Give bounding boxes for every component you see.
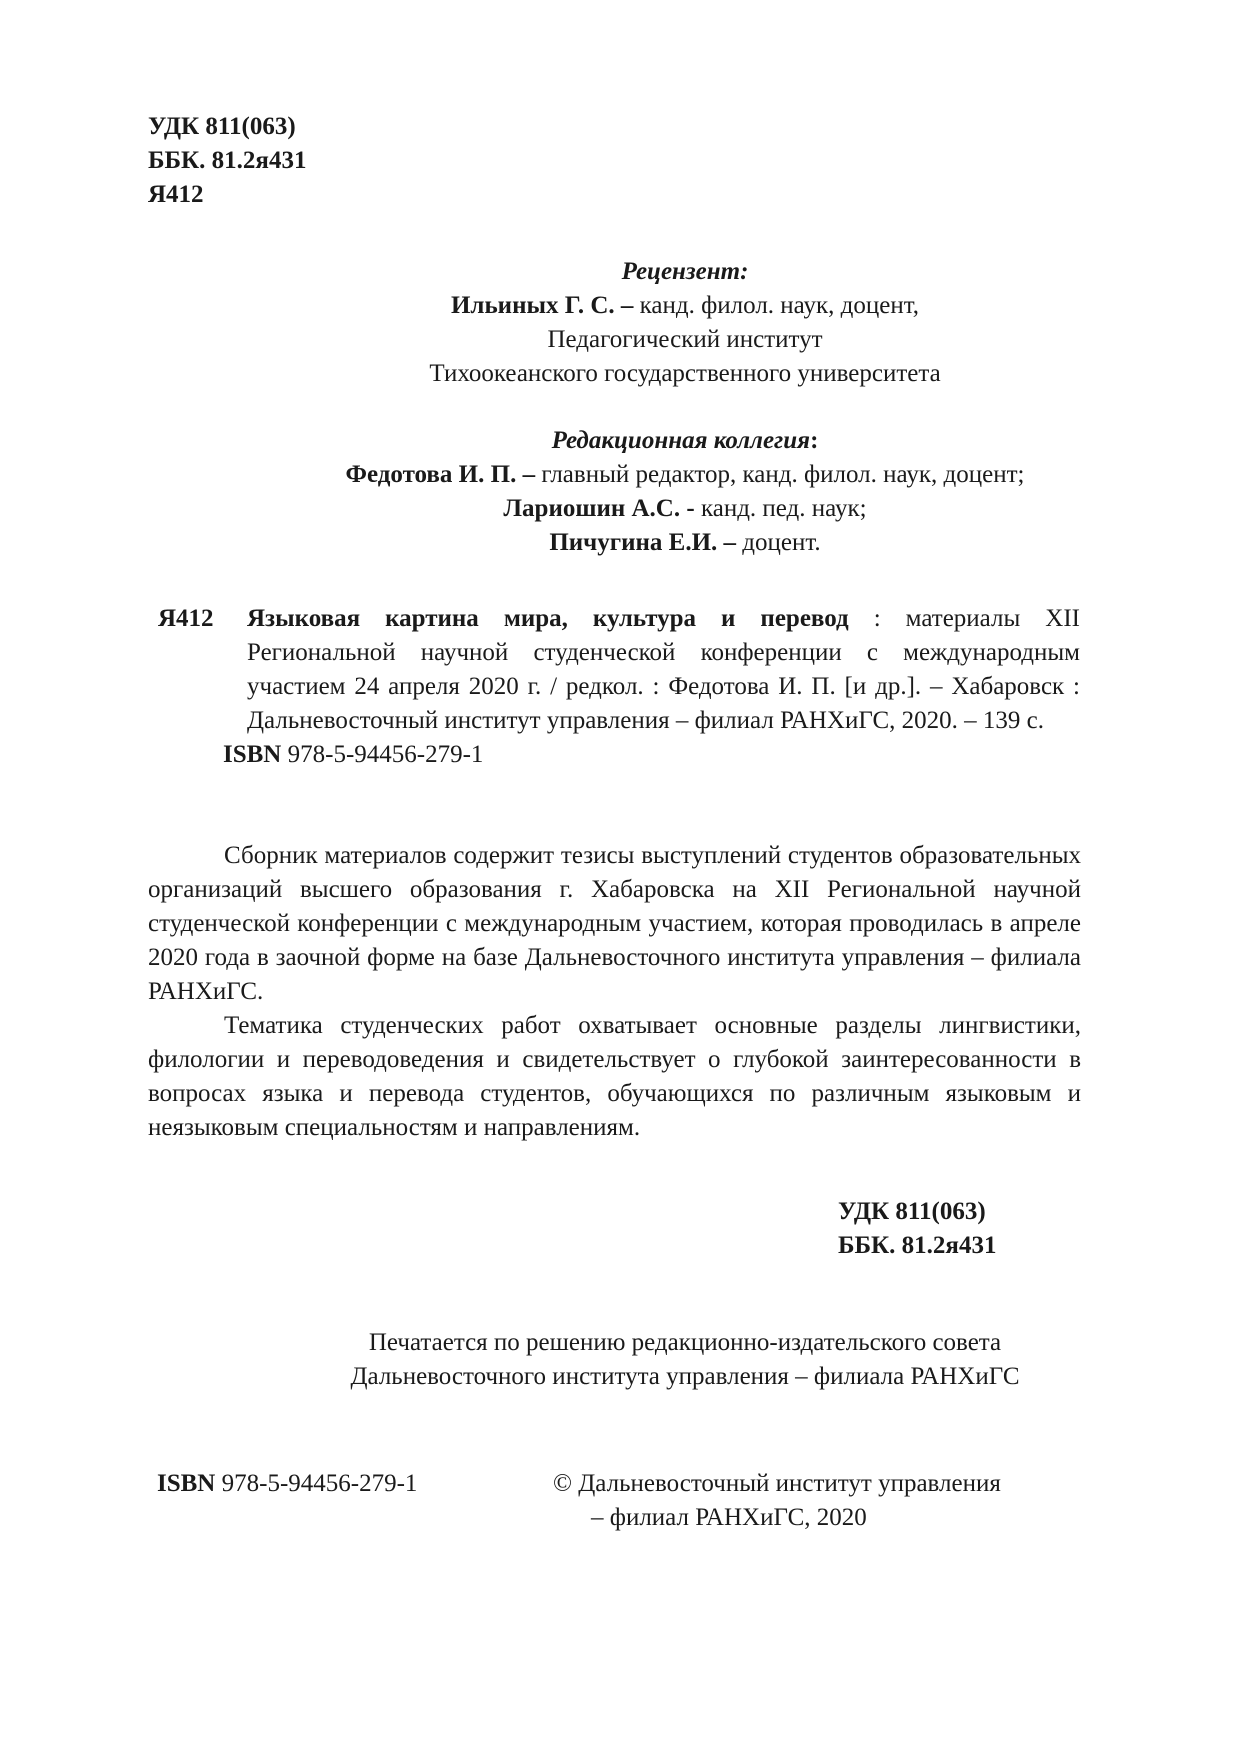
reviewer-org-line1: Педагогический институт xyxy=(547,326,823,353)
udk-code: УДК 811(063) xyxy=(148,113,296,140)
copyright-line1: © Дальневосточный институт управления xyxy=(553,1470,1001,1497)
bib-description xyxy=(247,602,1080,738)
reviewer-heading: Рецензент: xyxy=(621,258,749,285)
footer-isbn xyxy=(157,1467,417,1501)
reviewer-name: Ильиных Г. С. – xyxy=(450,292,634,319)
print-notice xyxy=(140,1326,1230,1394)
bibliographic-entry xyxy=(140,602,1080,772)
bbk-code: ББК. 81.2я431 xyxy=(838,1232,997,1259)
abstract-paragraph: Сборник материалов содержит тезисы выступлений студентов образовательных организаций высшего образования г. Хабаровска на XII Региональной научной студенческой конференции с международным участием, которая проводилась в апреле 2020 года в заочной форме на базе Дальневосточного института управления – филиала РАНХиГС. xyxy=(148,842,1081,1005)
bib-title: Языковая картина мира, культура и перевод xyxy=(247,605,849,632)
bib-isbn-label: ISBN xyxy=(223,741,282,768)
editorial-heading-line xyxy=(140,424,1230,458)
footer-copyright xyxy=(553,1467,1093,1535)
editorial-heading-colon: : xyxy=(810,427,819,454)
footer-isbn-number: 978-5-94456-279-1 xyxy=(215,1470,418,1497)
editorial-member xyxy=(140,492,1230,526)
bib-details: : материалы XII Региональной научной студенческой конференции с международным участием 24 апреля 2020 г. / редкол. : Федотова И. П. [и др.]. – Хабаровск : Дальневосточный институт управления – филиал РАНХиГС, 2020. – 139 с. xyxy=(247,605,1080,734)
author-sign-code: Я412 xyxy=(148,181,204,208)
classification-top xyxy=(148,110,306,212)
editorial-heading: Редакционная коллегия xyxy=(551,427,811,454)
editorial-member-role: главный редактор, канд. филол. наук, доцент; xyxy=(535,461,1025,488)
editorial-member-name: Федотова И. П. – xyxy=(345,461,536,488)
print-notice-line2: Дальневосточного института управления – филиала РАНХиГС xyxy=(350,1363,1020,1390)
bib-isbn-number: 978-5-94456-279-1 xyxy=(281,741,484,768)
editorial-member xyxy=(140,458,1230,492)
editorial-member-role: доцент. xyxy=(736,529,821,556)
editorial-member-name: Пичугина Е.И. – xyxy=(549,529,737,556)
bib-isbn xyxy=(223,738,1080,772)
footer-isbn-label: ISBN xyxy=(157,1470,216,1497)
editorial-member-role: канд. пед. наук; xyxy=(694,495,867,522)
reviewer-org-line2: Тихоокеанского государственного университета xyxy=(429,360,941,387)
reviewer-line xyxy=(140,289,1230,323)
editorial-member-name: Лариошин А.С. - xyxy=(503,495,695,522)
reviewer-title: канд. филол. наук, доцент, xyxy=(633,292,920,319)
abstract-section xyxy=(148,839,1081,1145)
editorial-member xyxy=(140,526,1230,560)
bbk-code: ББК. 81.2я431 xyxy=(148,147,307,174)
print-notice-line1: Печатается по решению редакционно-издательского совета xyxy=(368,1329,1002,1356)
bib-author-sign: Я412 xyxy=(158,605,214,632)
classification-bottom xyxy=(838,1195,996,1263)
abstract-paragraph: Тематика студенческих работ охватывает основные разделы лингвистики, филологии и переводоведения и свидетельствует о глубокой заинтересованности в вопросах языка и перевода студентов, обучающихся по различным языковым и неязыковым специальностям и направлениям. xyxy=(148,1012,1081,1141)
copyright-line2: – филиал РАНХиГС, 2020 xyxy=(591,1504,867,1531)
editorial-board-section xyxy=(140,424,1230,560)
reviewer-section xyxy=(140,255,1230,391)
udk-code: УДК 811(063) xyxy=(838,1198,986,1225)
